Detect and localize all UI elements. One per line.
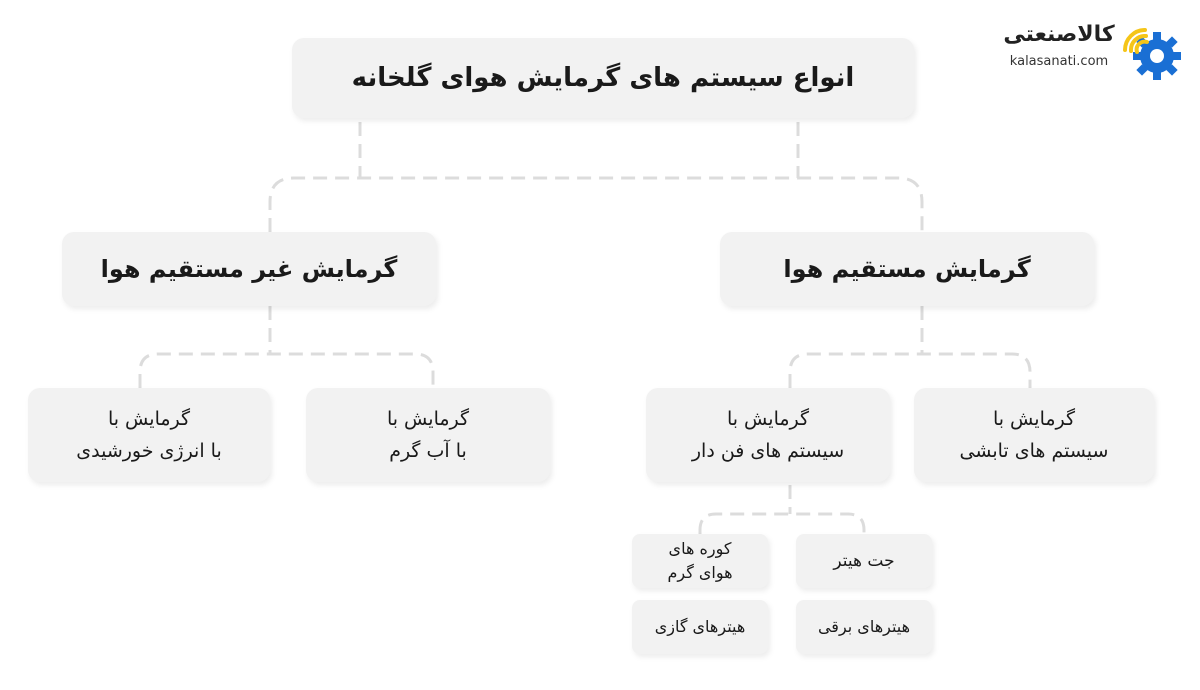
connector-fan-span	[700, 514, 864, 534]
diagram-title: انواع سیستم های گرمایش هوای گلخانه	[351, 63, 855, 93]
indirect-heating-box	[62, 232, 436, 306]
radiant-line2: سیستم های تابشی	[959, 440, 1109, 462]
gas-heaters-label: هیترهای گازی	[654, 617, 746, 636]
solar-heating-box	[28, 388, 270, 482]
solar-line2: با انرژی خورشیدی	[76, 440, 222, 462]
connector-indirect-span	[140, 354, 433, 388]
furnace-line2: هوای گرم	[667, 563, 733, 582]
radiant-systems-box	[914, 388, 1154, 482]
radiant-line1: گرمایش با	[992, 408, 1076, 430]
direct-heating-label: گرمایش مستقیم هوا	[783, 255, 1031, 283]
gas-heaters-box	[632, 600, 768, 654]
electric-heaters-box	[796, 600, 932, 654]
electric-heaters-label: هیترهای برقی	[817, 617, 911, 636]
kalasanati-logo	[995, 20, 1185, 80]
furnace-line1: کوره های	[668, 539, 732, 558]
fan-line2: سیستم های فن دار	[691, 440, 845, 462]
direct-heating-box	[720, 232, 1094, 306]
logo-name: کالاصنعتی	[1003, 22, 1115, 47]
jet-heater-label: جت هیتر	[833, 551, 895, 571]
logo-url: kalasanati.com	[1009, 54, 1109, 69]
fan-systems-box	[646, 388, 890, 482]
hot-water-line2: با آب گرم	[389, 440, 467, 462]
connector-top-span	[270, 178, 922, 232]
gear-signal-icon	[1123, 20, 1185, 82]
indirect-heating-label: گرمایش غیر مستقیم هوا	[100, 255, 398, 283]
solar-line1: گرمایش با	[107, 408, 191, 430]
fan-line1: گرمایش با	[726, 408, 810, 430]
hot-water-line1: گرمایش با	[386, 408, 470, 430]
jet-heater-box	[796, 534, 932, 588]
hot-air-furnace-box	[632, 534, 768, 588]
hot-water-heating-box	[306, 388, 550, 482]
connector-direct-span	[790, 354, 1030, 388]
diagram-title-box	[292, 38, 914, 118]
